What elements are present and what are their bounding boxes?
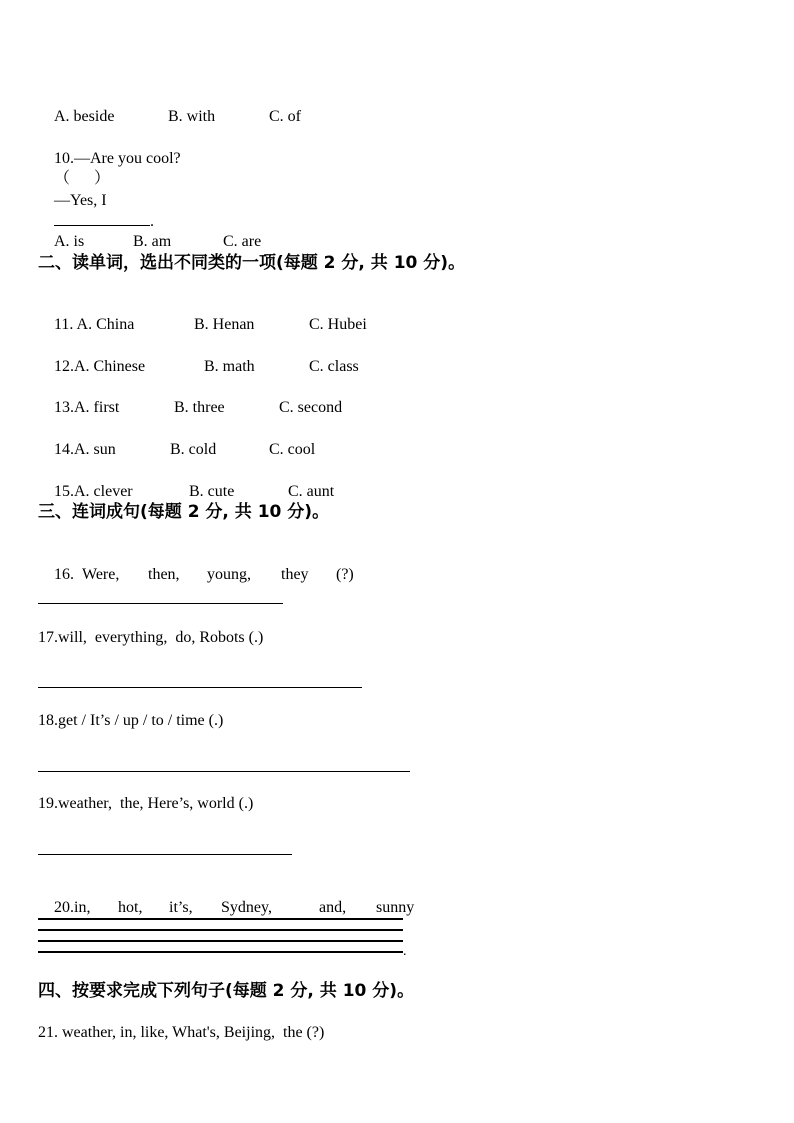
q16-word-1: Were, — [82, 566, 120, 583]
q10-option-a: A. is — [54, 233, 85, 250]
q20-word-4: and, — [319, 899, 347, 916]
q16-word-5: (?) — [336, 566, 354, 583]
q16-word-3: young, — [207, 566, 251, 583]
q19: 19.weather, the, Here’s, world (.) — [38, 795, 254, 812]
q16-word-2: then, — [148, 566, 180, 583]
q16-number: 16. — [54, 566, 74, 583]
q17-answer-line[interactable] — [38, 687, 362, 688]
q12-option-a: 12.A. Chinese — [54, 358, 146, 375]
q13-option-a: 13.A. first — [54, 399, 120, 416]
q13-option-b: B. three — [174, 399, 225, 416]
q11-option-b: B. Henan — [194, 316, 255, 333]
q16-answer-line[interactable] — [38, 603, 283, 604]
q14-option-b: B. cold — [170, 441, 217, 458]
q20-answer-line-1[interactable] — [38, 918, 403, 920]
q14-option-c: C. cool — [269, 441, 316, 458]
q16 — [38, 545, 354, 605]
q10-option-b: B. am — [133, 233, 172, 250]
q15-option-a: 15.A. clever — [54, 483, 133, 500]
q12-option-c: C. class — [309, 358, 359, 375]
q20-answer-line-3[interactable] — [38, 940, 403, 942]
q20-word-2: it’s, — [169, 899, 193, 916]
q15-option-c: C. aunt — [288, 483, 335, 500]
q10-answer-paren: （ ） — [54, 170, 111, 187]
q13-option-c: C. second — [279, 399, 343, 416]
q11-option-a: 11. A. China — [54, 316, 135, 333]
section2-heading: 二、读单词，选出不同类的一项(每题 2 分, 共 10 分)。 — [38, 253, 466, 273]
q14-option-a: 14.A. sun — [54, 441, 116, 458]
section3-heading: 三、连词成句(每题 2 分, 共 10 分)。 — [38, 502, 330, 522]
q21: 21. weather, in, like, What's, Beijing, the (?) — [38, 1024, 325, 1041]
q19-answer-line[interactable] — [38, 854, 292, 855]
q11-option-c: C. Hubei — [309, 316, 367, 333]
q20-end-period: . — [403, 944, 407, 959]
q9-option-a: A. beside — [54, 108, 115, 125]
q20-word-1: hot, — [118, 899, 143, 916]
q15-option-b: B. cute — [189, 483, 235, 500]
section4-heading: 四、按要求完成下列句子(每题 2 分, 共 10 分)。 — [38, 981, 415, 1001]
q20-word-5: sunny — [376, 899, 415, 916]
q20-answer-line-2[interactable] — [38, 929, 403, 931]
q20-word-3: Sydney, — [221, 899, 272, 916]
q18: 18.get / It’s / up / to / time (.) — [38, 712, 224, 729]
q10-answer-suffix: . — [150, 213, 154, 230]
q17: 17.will, everything, do, Robots (.) — [38, 629, 264, 646]
q9-option-b: B. with — [168, 108, 216, 125]
q20-number: 20.in, — [54, 899, 91, 916]
q20-answer-line-4[interactable] — [38, 951, 403, 953]
q12-option-b: B. math — [204, 358, 255, 375]
q10-option-c: C. are — [223, 233, 262, 250]
q10-question-text: 10.—Are you cool? — [54, 150, 181, 167]
q9-option-c: C. of — [269, 108, 301, 125]
q18-answer-line[interactable] — [38, 771, 410, 772]
q10-answer-prefix: —Yes, I — [54, 192, 107, 209]
q16-word-4: they — [281, 566, 309, 583]
